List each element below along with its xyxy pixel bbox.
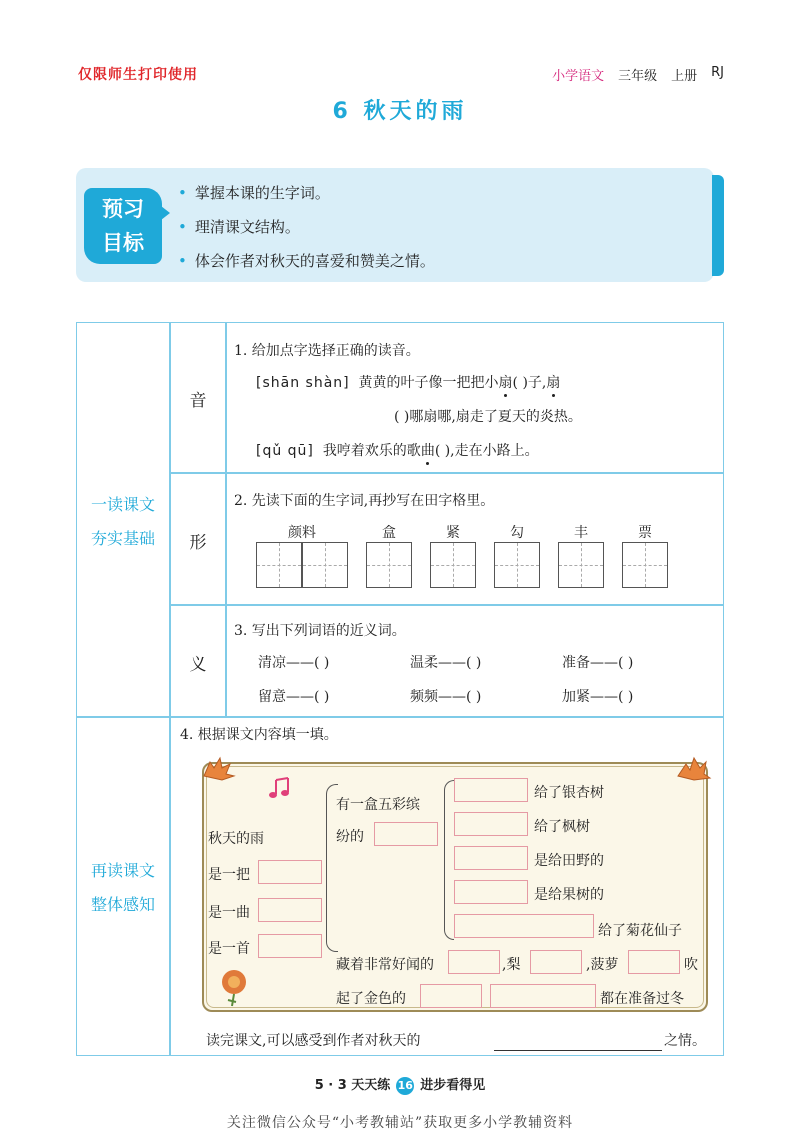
tianzige-cell[interactable]: [494, 542, 540, 588]
divider: [169, 322, 171, 1056]
diagram-line-text: ,菠萝: [586, 957, 619, 973]
fill-blank[interactable]: [258, 860, 322, 884]
diagram-line-text: 起了金色的: [336, 991, 406, 1007]
question-2-prompt: 2. 先读下面的生字词,再抄写在田字格里。: [234, 493, 495, 509]
goals-tab-decoration: [712, 175, 724, 276]
fill-blank[interactable]: [258, 898, 322, 922]
question-1-row2: ( )哪扇哪,扇走了夏天的炎热。: [394, 409, 582, 425]
tianzige-cell[interactable]: [622, 542, 668, 588]
synonym-item: 准备——( ): [562, 655, 634, 671]
fill-blank[interactable]: [454, 812, 528, 836]
section-label-basics: 一读课文 夯实基础: [90, 495, 155, 548]
synonym-item: 温柔——( ): [410, 655, 482, 671]
lesson-title: 6 秋天的雨: [332, 99, 468, 124]
fill-blank[interactable]: [530, 950, 582, 974]
divider: [76, 716, 724, 718]
fill-blank[interactable]: [420, 984, 482, 1008]
goal-item: • 掌握本课的生字词。: [178, 184, 330, 202]
diagram-right-item: 给了菊花仙子: [598, 923, 682, 939]
goals-badge-line2: 目标: [102, 231, 144, 255]
goal-item: • 理清课文结构。: [178, 218, 300, 236]
synonym-item: 清凉——( ): [258, 655, 330, 671]
fill-blank[interactable]: [374, 822, 438, 846]
tianzige-cell[interactable]: [558, 542, 604, 588]
tianzige-word: 盒: [382, 525, 396, 541]
fill-blank[interactable]: [258, 934, 322, 958]
summary-text-end: 之情。: [664, 1033, 706, 1049]
diagram-line-text: 吹: [684, 957, 698, 973]
tianzige-word: 票: [638, 525, 652, 541]
diagram-line-text: ,梨: [502, 957, 521, 973]
diagram-left-item: 是一把: [208, 867, 250, 883]
tianzige-cell[interactable]: [302, 542, 348, 588]
diagram-line-text: 藏着非常好闻的: [336, 957, 434, 973]
fill-blank[interactable]: [454, 914, 594, 938]
diagram-left-item: 是一曲: [208, 905, 250, 921]
chrysanthemum-icon: [210, 962, 258, 1008]
maple-leaf-icon: [198, 754, 238, 784]
volume-label: 上册: [671, 69, 698, 84]
question-1-row1: [shān shàn] 黄黄的叶子像一把把小扇( )子,扇: [256, 375, 561, 391]
fill-blank[interactable]: [448, 950, 500, 974]
question-1-row3: [qǔ qū] 我哼着欢乐的歌曲( ),走在小路上。: [256, 443, 539, 459]
goals-badge-line1: 预习: [102, 197, 144, 221]
tianzige-cell[interactable]: [256, 542, 302, 588]
fill-blank[interactable]: [454, 778, 528, 802]
cell-label-sound: 音: [189, 391, 207, 411]
diagram-right-item: 是给果树的: [534, 887, 604, 903]
fill-blank[interactable]: [454, 846, 528, 870]
tianzige-word: 颜料: [288, 525, 316, 541]
tianzige-word: 勾: [510, 525, 524, 541]
subject-label: 小学语文: [552, 69, 605, 84]
cell-label-shape: 形: [189, 533, 207, 553]
music-note-icon: [266, 776, 302, 802]
edition-label: RJ: [711, 65, 724, 80]
question-4-prompt: 4. 根据课文内容填一填。: [180, 727, 338, 743]
tianzige-word: 紧: [446, 525, 460, 541]
page-number: 16: [396, 1077, 414, 1095]
synonym-item: 留意——( ): [258, 689, 330, 705]
fill-blank[interactable]: [490, 984, 596, 1008]
goals-badge: [84, 188, 162, 264]
diagram-left-item: 是一首: [208, 941, 250, 957]
cell-label-meaning: 义: [189, 655, 207, 675]
tianzige-cell[interactable]: [430, 542, 476, 588]
footer-note: 关注微信公众号“小考教辅站”获取更多小学教辅资料: [226, 1115, 574, 1131]
section-label-comprehension: 再读课文 整体感知: [90, 861, 155, 914]
fill-blank[interactable]: [454, 880, 528, 904]
diagram-root-text: 秋天的雨: [208, 831, 264, 847]
summary-text: 读完课文,可以感受到作者对秋天的: [206, 1033, 421, 1049]
summary-blank[interactable]: [494, 1050, 662, 1051]
tianzige-word: 丰: [574, 525, 588, 541]
grade-label: 三年级: [618, 69, 658, 84]
synonym-item: 频频——( ): [410, 689, 482, 705]
question-1-prompt: 1. 给加点字选择正确的读音。: [234, 343, 420, 359]
goal-item: • 体会作者对秋天的喜爱和赞美之情。: [178, 252, 435, 270]
footer-brand: 5 · 3 天天练 16 进步看得见: [314, 1078, 486, 1093]
book-info: [552, 65, 724, 84]
maple-leaf-icon: [674, 754, 714, 784]
diagram-middle-text: 有一盒五彩缤: [336, 797, 420, 813]
diagram-right-item: 是给田野的: [534, 853, 604, 869]
synonym-item: 加紧——( ): [562, 689, 634, 705]
diagram-middle-text: 纷的: [336, 829, 364, 845]
tianzige-cell[interactable]: [366, 542, 412, 588]
diagram-brace: [444, 780, 454, 940]
divider: [169, 604, 724, 606]
diagram-right-item: 给了银杏树: [534, 785, 604, 801]
print-notice: 仅限师生打印使用: [78, 67, 198, 83]
divider: [169, 472, 724, 474]
diagram-line-text: 都在准备过冬: [600, 991, 684, 1007]
diagram-right-item: 给了枫树: [534, 819, 590, 835]
question-3-prompt: 3. 写出下列词语的近义词。: [234, 623, 406, 639]
fill-blank[interactable]: [628, 950, 680, 974]
